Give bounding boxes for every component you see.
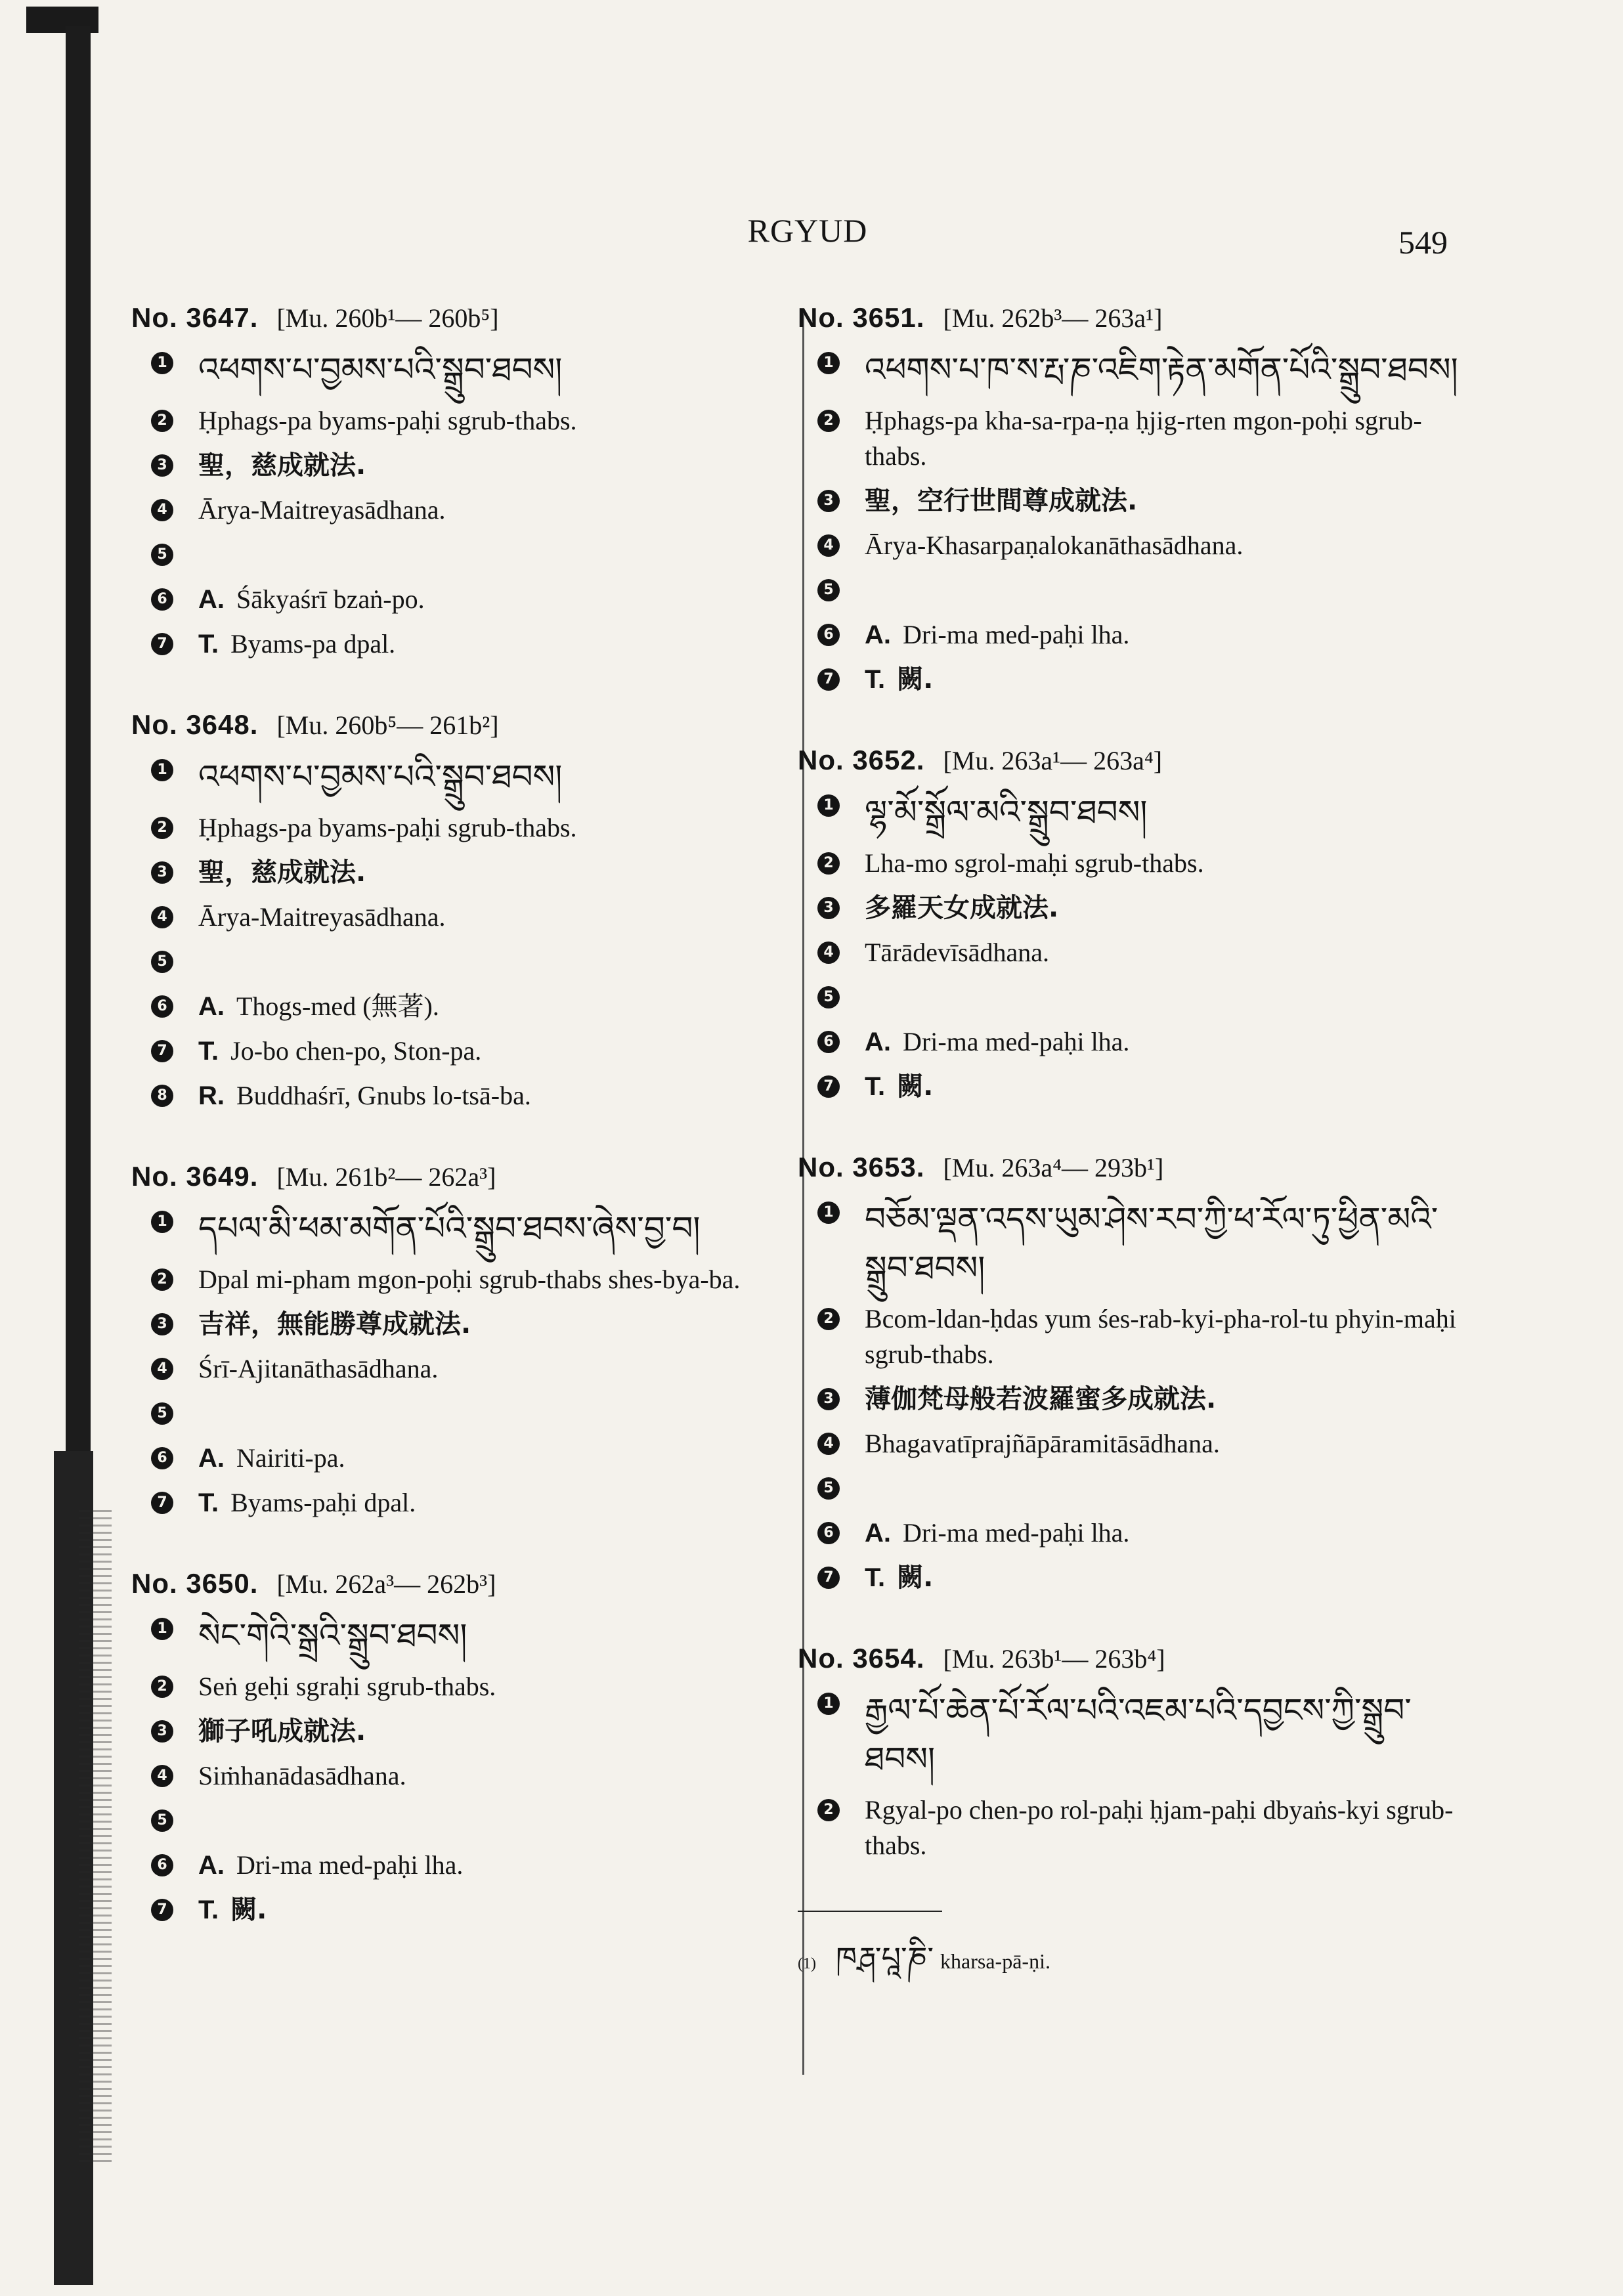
bullet-number-icon: 3 [151,454,173,477]
entry-number: No. 3648. [131,709,259,740]
entry-line-text: 聖，慈成就法. [198,450,366,481]
bullet-number-icon: 7 [151,1040,173,1062]
entry-line [817,483,1467,519]
bullet-number-icon: 7 [151,1899,173,1921]
entry-line [817,617,1467,653]
entry-line [151,1611,788,1660]
bullet-number-icon: 6 [151,588,173,611]
entry-line [151,1440,788,1476]
scan-noise [79,1510,112,2167]
entry-number: No. 3654. [798,1643,925,1674]
entry-line-text: Dpal mi-pham mgon-poḥi sgrub-thabs shes-bya-ba. [198,1265,741,1294]
entry-line [151,1803,788,1838]
entry-line [151,582,788,617]
bullet-number-icon: 6 [151,1854,173,1876]
entry-line-text: 聖，慈成就法. [198,857,366,888]
entry-reference: [Mu. 263b¹— 263b⁴] [943,1644,1165,1674]
entry-line [151,989,788,1024]
entry-line-text [198,626,788,662]
entry-role-value: Thogs-med (無著). [236,991,439,1021]
entry-line-text [865,1069,1467,1104]
entry-line-text: བཅོམ་ལྡན་འདས་ཡུམ་ཤེས་རབ་ཀྱི་ཕ་རོལ་ཏུ་ཕྱིན་མའི་སྒྲུབ་ཐབས། [865,1200,1439,1287]
entry-line [151,492,788,528]
entry-line-text [865,617,1467,653]
bullet-number-icon: 1 [151,759,173,781]
catalog-entry [131,709,788,1114]
entry-role-label: T. [865,1563,886,1592]
entry-line-text [198,582,788,617]
entry-line [817,1195,1467,1292]
entry-line [151,403,788,439]
entry-role-label: A. [865,620,891,649]
entry-line [151,448,788,483]
bullet-number-icon: 5 [817,986,840,1008]
bullet-number-icon: 3 [151,1720,173,1743]
entry-number: No. 3650. [131,1568,259,1599]
catalog-entry [798,302,1467,697]
catalog-entry [798,1643,1467,1863]
footnote-tibetan: ཁརྴ་པཱ་ཎི་ [835,1940,934,1976]
entry-line-text [198,944,788,980]
entry-line-text [865,1560,1467,1595]
entry-role-label: A. [198,1444,225,1473]
entry-line [817,1426,1467,1462]
footnote-rule [798,1911,942,1912]
bullet-number-icon: 4 [817,942,840,964]
entry-line [817,1381,1467,1417]
entry-lines [798,345,1467,697]
bullet-number-icon: 6 [817,1031,840,1053]
entry-line-text [865,573,1467,608]
entry-line-text: 吉祥，無能勝尊成就法. [198,1309,471,1339]
entry-header [798,745,1467,776]
bullet-number-icon: 5 [817,579,840,601]
entry-line-text: Ārya-Khasarpaṇalokanāthasādhana. [865,531,1244,560]
bullet-number-icon: 1 [817,1202,840,1224]
entry-line [151,537,788,573]
entry-lines [798,1195,1467,1595]
entry-header [798,302,1467,334]
entry-line [151,1307,788,1342]
bullet-number-icon: 6 [151,1447,173,1469]
entry-line-text: འཕགས་པ་ཁ་ས་རྤ་ཎ་འཇིག་རྟེན་མགོན་པོའི་སྒྲུབ་ཐབས། [865,351,1458,389]
entry-line [151,1848,788,1883]
entry-line [151,752,788,801]
bullet-number-icon: 2 [817,410,840,432]
entry-lines [798,788,1467,1104]
bullet-number-icon: 6 [817,1522,840,1544]
bullet-number-icon: 2 [151,410,173,432]
entry-line-text [198,1892,788,1928]
bullet-number-icon: 1 [817,1693,840,1715]
entry-line-text: དཔལ་མི་ཕམ་མགོན་པོའི་སྒྲུབ་ཐབས་ཞེས་བྱ་བ། [198,1209,701,1247]
bullet-number-icon: 4 [151,1358,173,1380]
footnote-text: kharsa-pā-ṇi. [940,1949,1050,1973]
bullet-number-icon: 3 [151,1313,173,1335]
bullet-number-icon: 2 [817,1799,840,1821]
bullet-number-icon: 4 [817,1433,840,1455]
entry-line-text: Ḥphags-pa byams-paḥi sgrub-thabs. [198,813,577,842]
entry-header [798,1152,1467,1183]
entry-role-label: A. [865,1028,891,1056]
entry-role-label: A. [198,1851,225,1880]
entry-line-text: སེང་གེའི་སྒྲའི་སྒྲུབ་ཐབས། [198,1616,467,1655]
entry-line [817,1024,1467,1060]
entry-line [817,1792,1467,1863]
entry-role-value: Nairiti-pa. [236,1443,345,1473]
entry-role-label: T. [198,1037,219,1066]
bullet-number-icon: 4 [151,499,173,521]
entry-line [817,528,1467,563]
entry-line-text: Śrī-Ajitanāthasādhana. [198,1354,439,1383]
bullet-number-icon: 3 [817,490,840,512]
page-number: 549 [1398,224,1448,261]
entry-line [817,1515,1467,1551]
entry-role-label: A. [865,1519,891,1548]
entry-line-text: 聖，空行世間尊成就法. [865,486,1138,516]
bullet-number-icon: 7 [817,668,840,691]
entry-line-text: Ḥphags-pa kha-sa-rpa-ṇa ḥjig-rten mgon-poḥi sgrub-thabs. [865,406,1422,471]
entry-line-text: Ḥphags-pa byams-paḥi sgrub-thabs. [198,406,577,435]
bullet-number-icon: 2 [817,852,840,875]
entry-line [151,1078,788,1114]
bullet-number-icon: 2 [151,1268,173,1291]
bullet-number-icon: 5 [151,951,173,973]
entry-reference: [Mu. 262b³— 263a¹] [943,303,1163,333]
entry-role-value: Jo-bo chen-po, Ston-pa. [230,1036,482,1066]
entry-role-value: 闕. [897,664,934,695]
entry-role-value: Śākyaśrī bzaṅ-po. [236,584,425,614]
bullet-number-icon: 7 [151,633,173,655]
footnote-mark: (1) [798,1955,816,1972]
entry-role-label: T. [865,665,886,694]
entry-line [817,1301,1467,1372]
entry-line [817,573,1467,608]
entry-lines [131,1204,788,1521]
entry-role-label: R. [198,1081,225,1110]
entry-line [151,1033,788,1069]
catalog-entry [798,745,1467,1104]
entry-line-text [198,1396,788,1431]
bullet-number-icon: 7 [151,1492,173,1514]
entry-line [817,345,1467,394]
entry-line [151,899,788,935]
bullet-number-icon: 5 [151,1809,173,1832]
entry-line-text: Seṅ geḥi sgraḥi sgrub-thabs. [198,1672,496,1701]
entry-line [151,1892,788,1928]
catalog-entry [131,302,788,662]
entry-role-value: Dri-ma med-paḥi lha. [236,1850,464,1880]
entry-line-text [865,1024,1467,1060]
entry-header [798,1643,1467,1674]
entry-role-value: Byams-paḥi dpal. [230,1488,416,1517]
entry-line-text: Lha-mo sgrol-maḥi sgrub-thabs. [865,848,1204,878]
bullet-number-icon: 5 [151,1402,173,1425]
entry-line [817,846,1467,881]
entry-line-text: 獅子吼成就法. [198,1716,366,1746]
entry-line [151,1396,788,1431]
bullet-number-icon: 5 [817,1477,840,1500]
entry-line-text: རྒྱལ་པོ་ཆེན་པོ་རོལ་པའི་འཇམ་པའི་དབྱངས་ཀྱི་སྒྲུབ་ཐབས། [865,1691,1412,1778]
entry-line-text [865,1515,1467,1551]
entry-line [151,1758,788,1794]
entry-line [151,944,788,980]
bullet-number-icon: 1 [151,1211,173,1233]
bullet-number-icon: 6 [151,995,173,1018]
entry-line-text: འཕགས་པ་བྱམས་པའི་སྒྲུབ་ཐབས། [198,758,563,796]
entry-line-text: Ārya-Maitreyasādhana. [198,495,446,525]
entry-role-label: A. [198,992,225,1021]
entry-line-text [865,1471,1467,1506]
footnote [798,1925,1467,2010]
entry-lines [131,345,788,662]
bullet-number-icon: 2 [817,1308,840,1330]
bullet-number-icon: 3 [151,861,173,884]
catalog-entry [131,1568,788,1928]
entry-line-text [198,1033,788,1069]
entry-line [151,1669,788,1704]
entry-line [151,1204,788,1253]
entry-role-value: Dri-ma med-paḥi lha. [903,1027,1130,1056]
bullet-number-icon: 1 [817,794,840,817]
entry-line [151,1485,788,1521]
entry-number: No. 3652. [798,745,925,775]
entry-line-text: ལྷ་མོ་སྒྲོལ་མའི་སྒྲུབ་ཐབས། [865,793,1148,831]
entry-lines [131,752,788,1114]
entry-reference: [Mu. 260b¹— 260b⁵] [276,303,499,333]
entry-role-value: Buddhaśrī, Gnubs lo-tsā-ba. [236,1081,531,1110]
bullet-number-icon: 7 [817,1567,840,1589]
entry-role-value: Dri-ma med-paḥi lha. [903,620,1130,649]
entry-role-label: T. [865,1072,886,1101]
entry-line-text [198,1848,788,1883]
entry-line-text: Tārādevīsādhana. [865,938,1049,967]
entry-line-text: Ārya-Maitreyasādhana. [198,902,446,932]
entry-line-text: འཕགས་པ་བྱམས་པའི་སྒྲུབ་ཐབས། [198,351,563,389]
entry-role-value: 闕. [897,1072,934,1102]
bullet-number-icon: 2 [151,817,173,839]
entry-role-label: T. [198,1895,219,1924]
entry-line [817,1471,1467,1506]
entry-line-text [865,980,1467,1015]
entry-line [817,788,1467,836]
entry-line-text: Bcom-ldan-ḥdas yum śes-rab-kyi-pha-rol-tu phyin-maḥi sgrub-thabs. [865,1304,1456,1369]
entry-header [131,302,788,334]
entry-role-value: 闕. [230,1895,267,1925]
entry-line [151,345,788,394]
entry-number: No. 3651. [798,302,925,333]
entry-number: No. 3653. [798,1152,925,1182]
entry-lines [131,1611,788,1928]
entry-line [817,935,1467,970]
entry-line-text: 薄伽梵母般若波羅蜜多成就法. [865,1384,1217,1414]
entry-line-text [198,1803,788,1838]
bullet-number-icon: 1 [817,352,840,374]
entry-line [151,1714,788,1749]
entry-line-text [865,662,1467,697]
entry-line-text [198,537,788,573]
entry-role-label: T. [198,630,219,659]
entry-line-text: Siṁhanādasādhana. [198,1761,406,1790]
entry-line-text: 多羅天女成就法. [865,893,1059,923]
entry-line [817,980,1467,1015]
page-header-title: RGYUD [747,212,868,249]
entry-line [817,403,1467,474]
entry-reference: [Mu. 260b⁵— 261b²] [276,710,499,740]
catalog-entry [798,1152,1467,1595]
bullet-number-icon: 4 [151,1765,173,1787]
entry-role-value: 闕. [897,1563,934,1593]
entry-line [151,1351,788,1387]
bullet-number-icon: 1 [151,1618,173,1640]
entry-role-value: Byams-pa dpal. [230,629,396,659]
entry-line-text: Bhagavatīprajñāpāramitāsādhana. [865,1429,1220,1458]
entry-reference: [Mu. 262a³— 262b³] [276,1569,496,1599]
entry-reference: [Mu. 261b²— 262a³] [276,1162,496,1192]
entry-line [151,855,788,890]
catalog-entry [131,1161,788,1521]
entry-role-label: A. [198,585,225,614]
bullet-number-icon: 3 [817,897,840,919]
bullet-number-icon: 3 [817,1388,840,1410]
entry-reference: [Mu. 263a⁴— 293b¹] [943,1153,1164,1182]
bullet-number-icon: 4 [817,534,840,557]
entry-header [131,709,788,741]
entry-header [131,1161,788,1192]
bullet-number-icon: 8 [151,1085,173,1107]
bullet-number-icon: 1 [151,352,173,374]
entry-role-label: T. [198,1488,219,1517]
entry-role-value: Dri-ma med-paḥi lha. [903,1518,1130,1548]
entry-lines [798,1686,1467,1863]
entry-line-text: Rgyal-po chen-po rol-paḥi ḥjam-paḥi dbyaṅs-kyi sgrub-thabs. [865,1795,1454,1860]
entry-line [817,662,1467,697]
bullet-number-icon: 7 [817,1075,840,1098]
entry-line [817,1069,1467,1104]
entry-line-text [198,1485,788,1521]
entry-line [151,1262,788,1297]
entry-line [817,890,1467,926]
entry-reference: [Mu. 263a¹— 263a⁴] [943,746,1163,775]
entry-number: No. 3649. [131,1161,259,1192]
bullet-number-icon: 5 [151,544,173,566]
entry-line [817,1686,1467,1783]
bullet-number-icon: 6 [817,624,840,646]
left-column [131,302,788,1975]
entry-line-text [198,1440,788,1476]
bullet-number-icon: 4 [151,906,173,928]
entry-line [151,626,788,662]
entry-line-text [198,1078,788,1114]
entry-header [131,1568,788,1599]
right-column [798,302,1467,2010]
entry-line [817,1560,1467,1595]
entry-line-text [198,989,788,1024]
entry-number: No. 3647. [131,302,259,333]
bullet-number-icon: 2 [151,1676,173,1698]
entry-line [151,810,788,846]
